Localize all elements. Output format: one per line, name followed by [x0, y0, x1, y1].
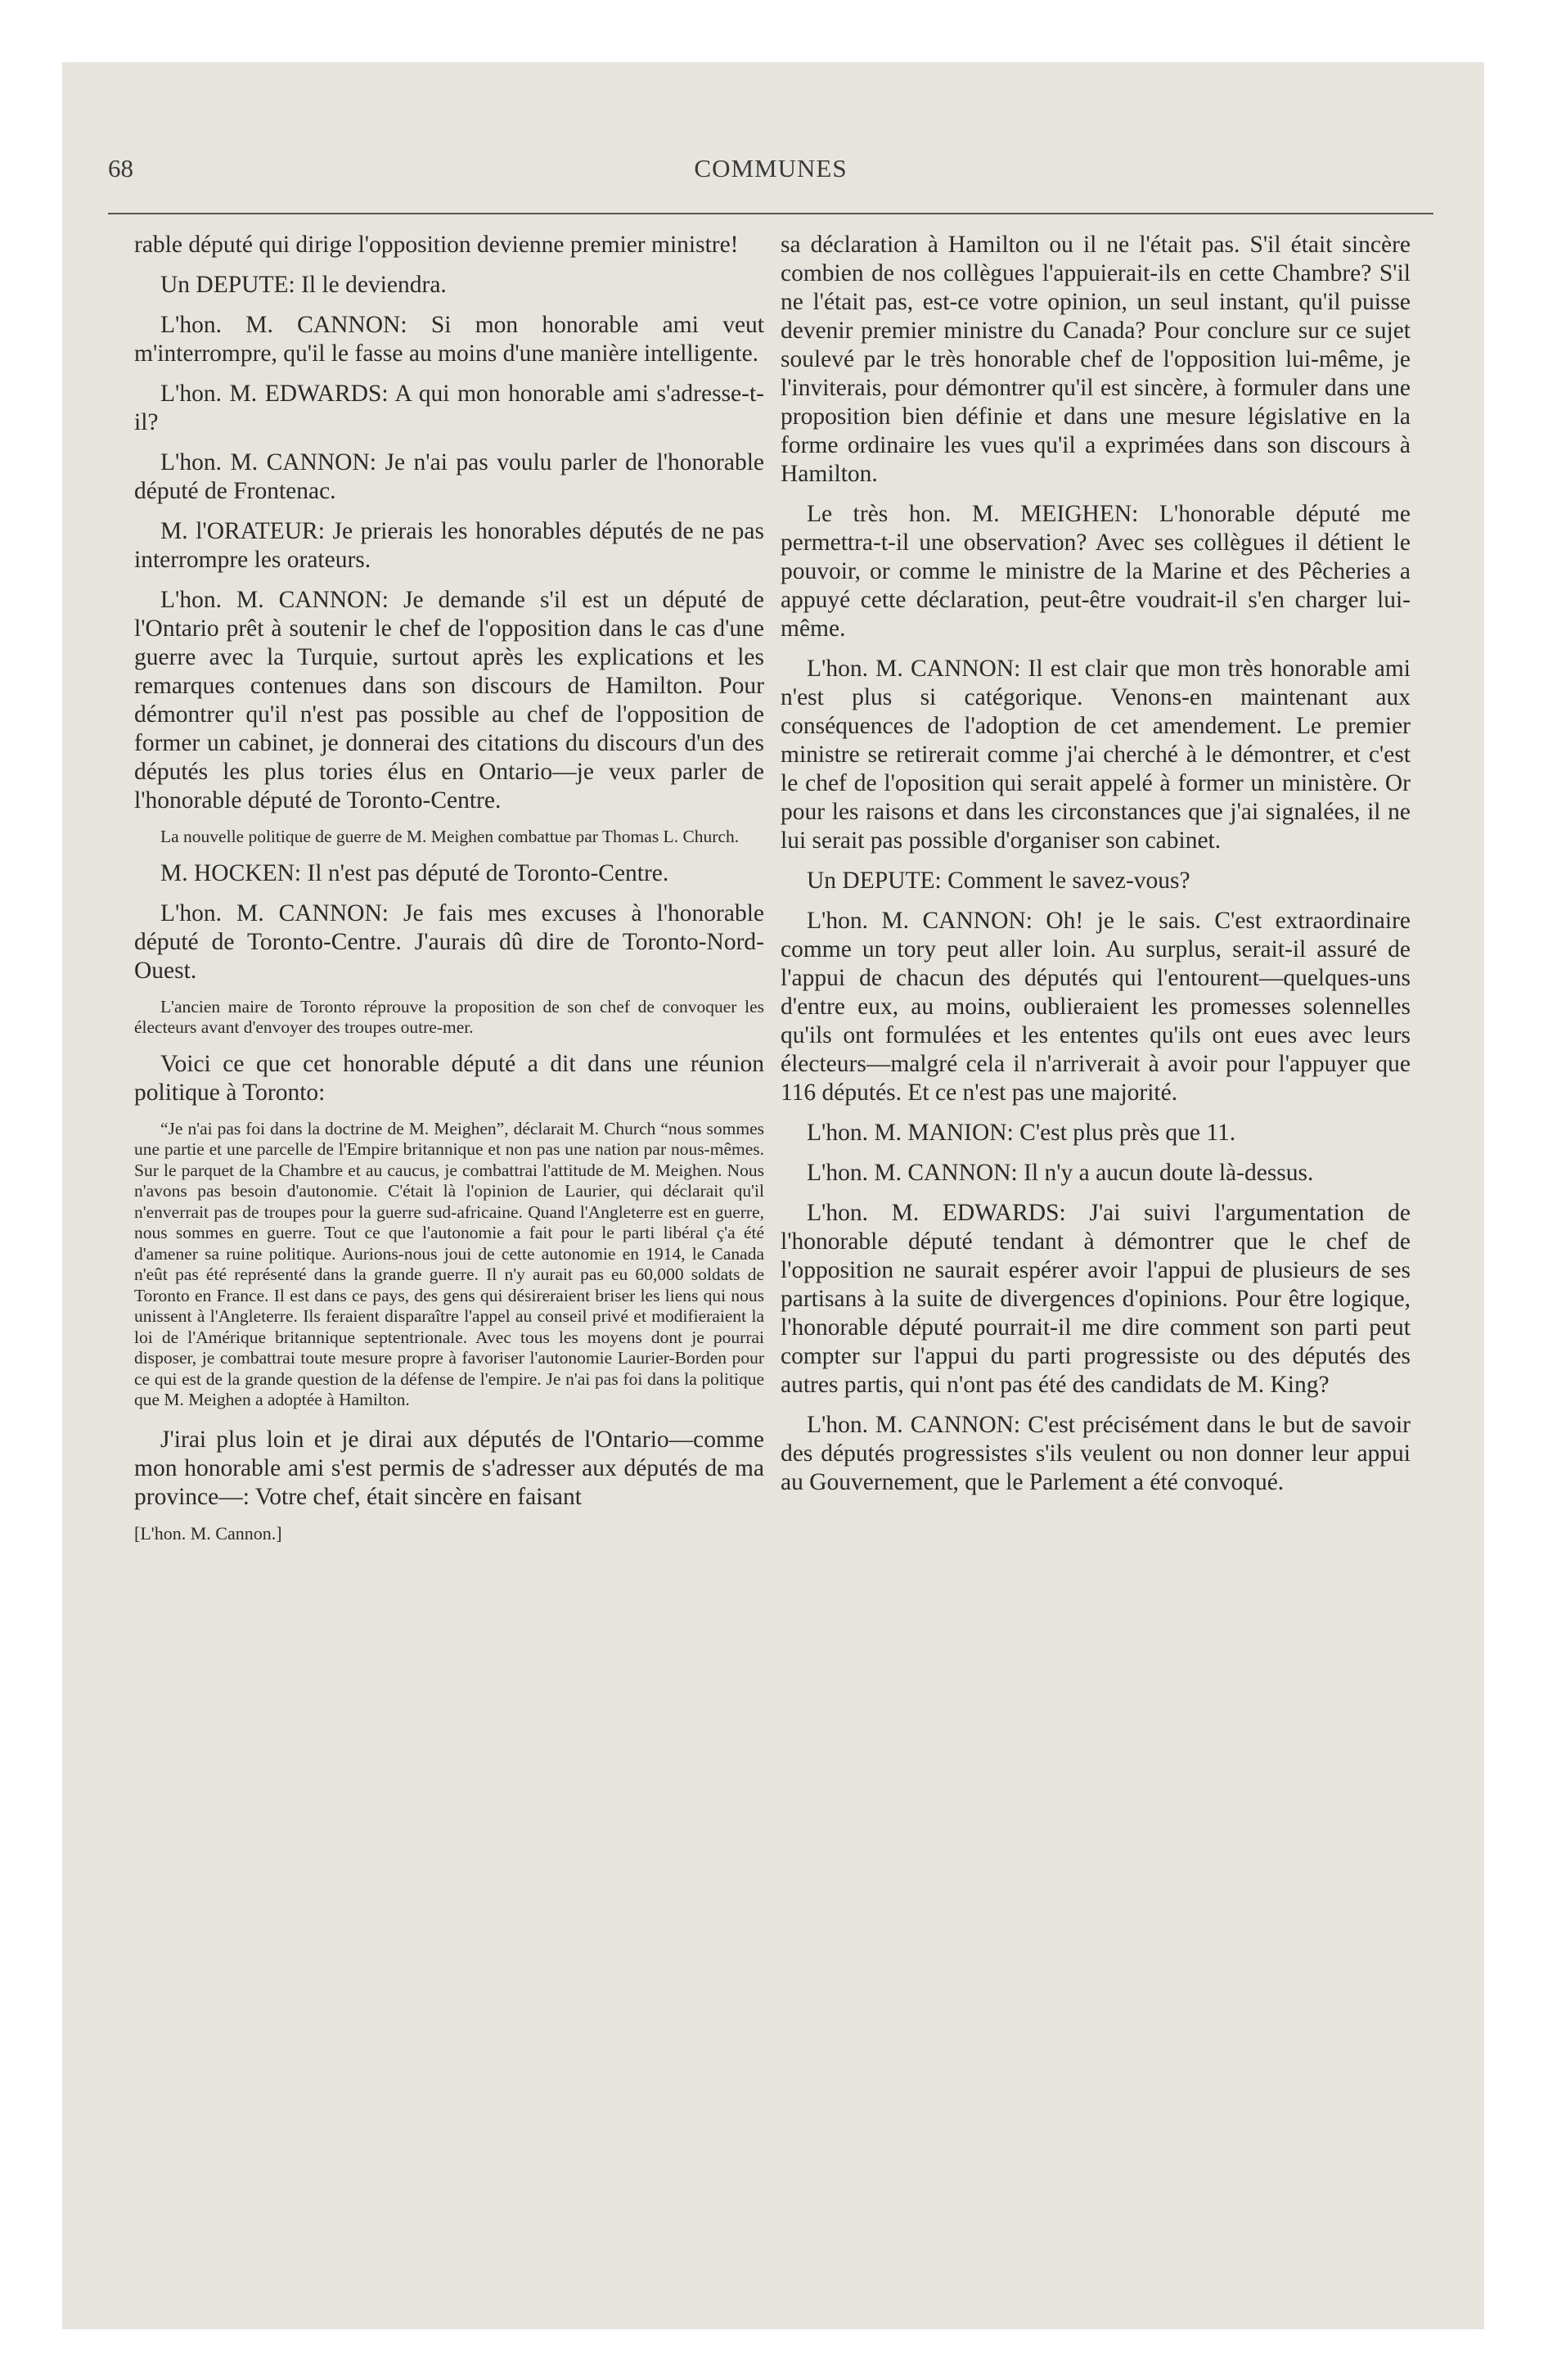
paragraph: Le très hon. M. MEIGHEN: L'honorable député me permettra-t-il une observation? Avec ses collègues il détient le pouvoir, or comme le ministre de la Marine et des Pêcheries a appuyé cette déclaration, peut-être voudrait-il s'en charger lui-même. — [781, 501, 1411, 642]
subheading-note: L'ancien maire de Toronto réprouve la proposition de son chef de convoquer les électeurs avant d'envoyer des troupes outre-mer. — [134, 996, 764, 1037]
paragraph: Un DEPUTE: Il le deviendra. — [160, 272, 447, 298]
header-rule — [108, 213, 1433, 214]
paragraph: L'hon. M. CANNON: Il est clair que mon très honorable ami n'est plus si catégorique. Venons-en maintenant aux conséquences de l'adoption de cet amendement. Le premier ministre se retirerait comme j'ai cherché à le démontrer, et c'est le chef de l'oposition qui serait appelé à former un ministère. Or pour les raisons et dans les circonstances que j'ai signalées, il ne lui serait pas possible d'organiser son cabinet. — [781, 656, 1411, 854]
paragraph: L'hon. M. CANNON: Il n'y a aucun doute là-dessus. — [807, 1160, 1314, 1186]
paragraph: L'hon. M. CANNON: Si mon honorable ami veut m'interrompre, qu'il le fasse au moins d'une manière intelligente. — [134, 312, 764, 367]
paragraph: L'hon. M. CANNON: Je demande s'il est un député de l'Ontario prêt à soutenir le chef de l'opposition dans le cas d'une guerre avec la Turquie, surtout après les explications et les remarques contenues dans son discours de Hamilton. Pour démontrer qu'il n'est pas possible au chef de l'opposition de former un cabinet, je donnerai des citations du discours d'un des députés les plus tories élus en Ontario—je veux parler de l'honorable député de Toronto-Centre. — [134, 587, 764, 814]
paragraph: J'irai plus loin et je dirai aux députés de l'Ontario—comme mon honorable ami s'est permis de s'adresser aux députés de ma province—: Votre chef, était sincère en faisant — [134, 1426, 764, 1510]
paragraph: L'hon. M. EDWARDS: J'ai suivi l'argumentation de l'honorable député tendant à démontrer que le chef de l'opposition ne saurait espérer avoir l'appui de plusieurs de ses partisans à la suite de divergences d'opinions. Pour être logique, l'honorable député pourrait-il me dire comment son parti peut compter sur l'appui du parti progressiste ou des députés des autres partis, qui n'ont pas été des candidats de M. King? — [781, 1200, 1411, 1398]
left-column — [134, 231, 764, 1556]
paragraph: M. HOCKEN: Il n'est pas député de Toronto-Centre. — [160, 859, 669, 886]
paragraph: Un DEPUTE: Comment le savez-vous? — [807, 868, 1190, 894]
paragraph: L'hon. M. CANNON: Oh! je le sais. C'est extraordinaire comme un tory peut aller loin. Au surplus, serait-il assuré de l'appui de chacun des députés qui l'entourent—quelques-uns d'entre eux, au moins, oublieraient les promesses solennelles qu'ils ont formulées et les ententes qu'ils ont eues avec leurs électeurs—malgré cela il n'arriverait à avoir pour l'appuyer que 116 députés. Et ce n'est pas une majorité. — [781, 908, 1411, 1106]
running-title: COMMUNES — [694, 154, 848, 183]
page-number: 68 — [108, 154, 133, 183]
paragraph: L'hon. M. EDWARDS: A qui mon honorable ami s'adresse-t-il? — [134, 381, 764, 435]
speaker-footer: [L'hon. M. Cannon.] — [134, 1522, 282, 1544]
right-column — [781, 231, 1411, 1508]
paragraph: L'hon. M. CANNON: C'est précisément dans le but de savoir des députés progressistes s'ils veulent ou non donner leur appui au Gouvernement, que le Parlement a été convoqué. — [781, 1412, 1411, 1495]
quoted-passage: “Je n'ai pas foi dans la doctrine de M. Meighen”, déclarait M. Church “nous sommes une partie et une parcelle de l'Empire britannique et non pas une nation par nous-mêmes. Sur le parquet de la Chambre et au caucus, je combattrai l'attitude de M. Meighen. Nous n'avons pas besoin d'autonomie. C'était là l'opinion de Laurier, qui déclarait qu'il n'enverrait pas de troupes pour la guerre sud-africaine. Quand l'Angleterre est en guerre, nous sommes en guerre. Tout ce que l'autonomie a fait pour le parti libéral ç'a été d'amener sa ruine politique. Aurions-nous joui de cette autonomie en 1914, le Canada n'eût pas été représenté dans la grande guerre. Il n'y aurait pas eu 60,000 soldats de Toronto en France. Il est dans ce pays, des gens qui désireraient briser les liens qui nous unissent à l'Angleterre. Ils feraient disparaître l'appel au conseil privé et modifieraient la loi de l'Amérique britannique septentrionale. Avec tous les moyens dont je pourrai disposer, je combattrai toute mesure propre à favoriser l'autonomie Laurier-Borden pour ce qui est de la grande question de la défense de l'empire. Je n'ai pas foi dans la politique que M. Meighen a adoptée à Hamilton. — [134, 1118, 764, 1409]
paragraph: M. l'ORATEUR: Je prierais les honorables députés de ne pas interrompre les orateurs. — [134, 518, 764, 573]
paragraph: L'hon. M. CANNON: Je n'ai pas voulu parler de l'honorable député de Frontenac. — [134, 449, 764, 504]
paragraph: L'hon. M. MANION: C'est plus près que 11. — [807, 1120, 1236, 1146]
paragraph: sa déclaration à Hamilton ou il ne l'était pas. S'il était sincère combien de nos collègues l'appuierait-ils en cette Chambre? S'il ne l'était pas, est-ce votre opinion, un seul instant, qu'il puisse devenir premier ministre du Canada? Pour conclure sur ce sujet soulevé par le très honorable chef de l'opposition lui-même, je l'inviterais, pour démontrer qu'il est sincère, à formuler dans une proposition bien définie et dans une mesure législative en la forme ordinaire les vues qu'il a exprimées dans son discours à Hamilton. — [781, 232, 1411, 487]
paragraph: L'hon. M. CANNON: Je fais mes excuses à l'honorable député de Toronto-Centre. J'aurais dû dire de Toronto-Nord-Ouest. — [134, 899, 764, 984]
paragraph: rable député qui dirige l'opposition devienne premier ministre! — [134, 232, 739, 258]
page-header — [108, 154, 1433, 190]
paragraph: Voici ce que cet honorable député a dit dans une réunion politique à Toronto: — [134, 1050, 764, 1106]
subheading-note: La nouvelle politique de guerre de M. Meighen combattue par Thomas L. Church. — [160, 827, 740, 846]
